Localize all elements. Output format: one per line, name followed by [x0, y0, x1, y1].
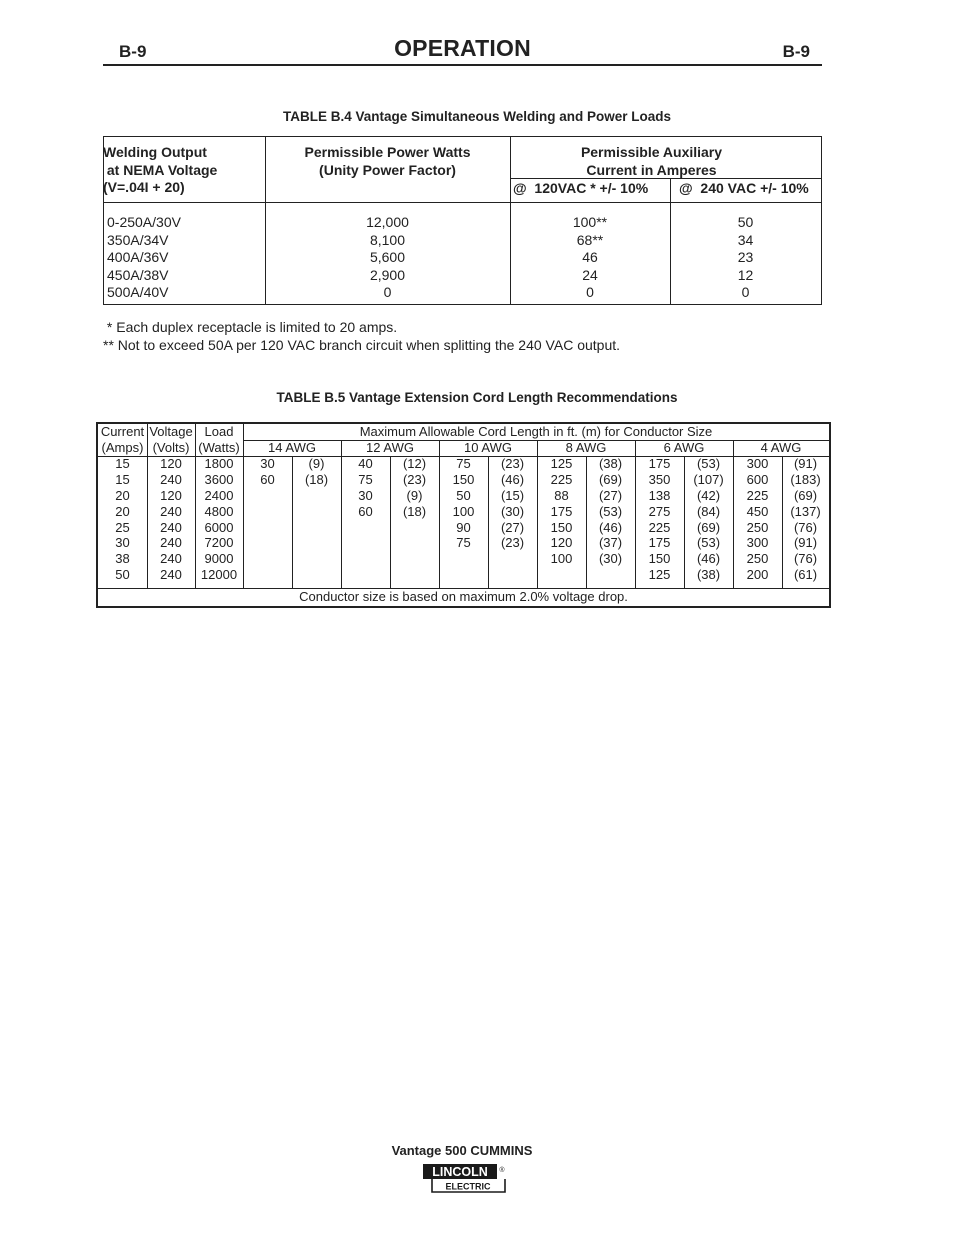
b4-col1-header-line: (V=.04I + 20)	[103, 179, 185, 195]
logo-registered-mark: ®	[499, 1167, 505, 1174]
b5-awg6-ft-column	[635, 456, 684, 583]
b5-awg8-ft-column	[537, 456, 586, 567]
logo-bottom-text: ELECTRIC	[445, 1181, 491, 1192]
table-cell: 225	[746, 487, 769, 503]
table-cell: 250	[746, 519, 769, 535]
table-cell: (84)	[696, 503, 721, 519]
b5-awg8-m-column	[586, 456, 635, 567]
table-cell: 50	[115, 567, 130, 583]
table-cell: 250	[746, 551, 769, 567]
section-title: OPERATION	[394, 35, 531, 61]
table-cell: 88	[554, 487, 569, 503]
table-cell: (69)	[598, 471, 623, 487]
table-cell: 15	[115, 456, 130, 471]
b5-awg10-ft-column	[439, 456, 488, 551]
b5-awg12-header: 12 AWG	[366, 440, 414, 455]
table-cell: 34	[737, 231, 754, 248]
table-cell: 150	[550, 519, 573, 535]
table-cell: 60	[260, 471, 275, 487]
table-cell: 225	[648, 519, 671, 535]
table-cell: 175	[550, 503, 573, 519]
table-cell: 50	[737, 214, 754, 230]
table-cell: 75	[456, 535, 471, 551]
note-line: * Each duplex receptacle is limited to 20 amps.	[103, 319, 398, 335]
table-cell: (27)	[500, 519, 525, 535]
table-cell: 8,100	[369, 231, 406, 248]
b5-awg12-ft-column	[341, 456, 390, 520]
table-cell: 40	[358, 456, 373, 471]
table-cell: 300	[746, 535, 769, 551]
page-header	[103, 36, 822, 66]
table-cell: (18)	[304, 471, 329, 487]
table-cell: 200	[746, 567, 769, 583]
table-cell: 100**	[572, 214, 608, 230]
table-cell: (37)	[598, 535, 623, 551]
table-cell: 20	[115, 503, 130, 519]
b5-load-column	[195, 456, 243, 583]
table-cell: (38)	[696, 567, 721, 583]
b5-awg4-header: 4 AWG	[760, 440, 802, 455]
table-cell: (42)	[696, 487, 721, 503]
table-cell: 23	[737, 249, 754, 266]
table-cell: 24	[582, 266, 598, 283]
table-cell: 240	[160, 535, 182, 551]
table-cell: 25	[115, 519, 130, 535]
header-line: Current	[100, 424, 145, 439]
b5-awg14-m-column	[292, 456, 341, 488]
table-cell: 2,900	[369, 266, 406, 283]
table-cell: (27)	[598, 487, 623, 503]
table-b4-notes	[103, 319, 620, 354]
table-cell: (12)	[402, 456, 427, 471]
table-cell: (15)	[500, 487, 525, 503]
page-number-right: B-9	[782, 42, 810, 61]
lincoln-electric-logo	[422, 1163, 508, 1194]
table-cell: 30	[260, 456, 275, 471]
table-cell: 150	[452, 471, 475, 487]
table-cell: (53)	[696, 456, 721, 471]
table-cell: 400A/36V	[107, 249, 169, 266]
b5-awg14-ft-column	[243, 456, 292, 488]
table-cell: (23)	[500, 456, 525, 471]
table-cell: (61)	[793, 567, 818, 583]
b4-col34-header	[510, 144, 793, 179]
table-cell: (9)	[406, 487, 423, 503]
table-b5-caption: TABLE B.5 Vantage Extension Cord Length Recommendations	[276, 390, 678, 405]
table-cell: (91)	[793, 535, 818, 551]
header-line: (Volts)	[152, 440, 190, 455]
table-cell: 5,600	[369, 249, 406, 266]
b5-awg4-m-column	[782, 456, 829, 583]
table-cell: 120	[160, 456, 182, 471]
table-cell: (69)	[696, 519, 721, 535]
b5-voltage-header	[147, 424, 195, 456]
table-cell: 125	[648, 567, 671, 583]
table-cell: 4800	[204, 503, 234, 519]
b5-awg8-header: 8 AWG	[565, 440, 607, 455]
table-cell: 150	[648, 551, 671, 567]
table-cell: 50	[456, 487, 471, 503]
table-cell: 600	[746, 471, 769, 487]
table-cell: (30)	[598, 551, 623, 567]
header-line: (Amps)	[101, 440, 144, 455]
table-cell: 3600	[204, 471, 234, 487]
table-cell: 68**	[576, 231, 604, 248]
b4-col1-header-line: at NEMA Voltage	[103, 161, 218, 178]
table-cell: 120	[550, 535, 573, 551]
note-line: ** Not to exceed 50A per 120 VAC branch circuit when splitting the 240 VAC output.	[103, 336, 621, 353]
table-cell: 350A/34V	[107, 231, 169, 248]
header-line: Load	[204, 424, 234, 439]
table-cell: 175	[648, 456, 671, 471]
table-cell: 20	[115, 487, 130, 503]
table-cell: 275	[648, 503, 671, 519]
table-cell: 125	[550, 456, 573, 471]
table-cell: 75	[358, 471, 373, 487]
table-cell: 7200	[204, 535, 234, 551]
table-cell: (183)	[790, 471, 821, 487]
table-b4-caption: TABLE B.4 Vantage Simultaneous Welding and Power Loads	[282, 109, 672, 124]
table-cell: (46)	[598, 519, 623, 535]
b4-col4-header: @ 240 VAC +/- 10%	[679, 180, 809, 196]
table-cell: 0-250A/30V	[107, 214, 181, 230]
b4-col34-header-line: Current in Amperes	[586, 161, 717, 178]
table-cell: 0	[586, 284, 594, 301]
b5-load-header	[195, 424, 243, 456]
table-cell: 46	[582, 249, 598, 266]
logo-top-text: LINCOLN	[432, 1165, 488, 1179]
table-cell: (38)	[598, 456, 623, 471]
table-cell: 450	[746, 503, 769, 519]
b4-col1-header	[103, 144, 217, 197]
table-b4	[103, 136, 822, 305]
b5-current-header	[98, 424, 147, 456]
table-cell: 2400	[204, 487, 234, 503]
header-line: (Watts)	[198, 440, 240, 455]
table-cell: 240	[160, 503, 182, 519]
table-cell: (137)	[790, 503, 821, 519]
table-cell: (46)	[696, 551, 721, 567]
b4-current-240-column	[670, 214, 821, 302]
b5-awg12-m-column	[390, 456, 439, 520]
table-b5	[96, 422, 831, 608]
table-cell: 1800	[204, 456, 234, 471]
table-cell: 100	[452, 503, 475, 519]
page-number-left: B-9	[119, 42, 147, 61]
table-cell: (46)	[500, 471, 525, 487]
b4-current-120-column	[510, 214, 670, 302]
table-cell: 6000	[204, 519, 234, 535]
b5-current-column	[98, 456, 147, 583]
table-cell: (23)	[500, 535, 525, 551]
table-cell: 12000	[200, 567, 238, 583]
b5-span-header: Maximum Allowable Cord Length in ft. (m) for Conductor Size	[359, 424, 713, 439]
b4-col2-header	[265, 144, 510, 179]
table-cell: 38	[115, 551, 130, 567]
table-cell: 240	[160, 519, 182, 535]
table-cell: 30	[115, 535, 130, 551]
b5-voltage-column	[147, 456, 195, 583]
table-cell: 9000	[204, 551, 234, 567]
b5-awg6-m-column	[684, 456, 733, 583]
table-cell: (53)	[696, 535, 721, 551]
b5-awg10-header: 10 AWG	[464, 440, 512, 455]
b4-col2-header-line: (Unity Power Factor)	[319, 161, 456, 178]
table-cell: (107)	[693, 471, 724, 487]
b5-awg6-header: 6 AWG	[663, 440, 705, 455]
b5-footnote: Conductor size is based on maximum 2.0% voltage drop.	[299, 589, 628, 604]
table-cell: (76)	[793, 519, 818, 535]
table-cell: (69)	[793, 487, 818, 503]
table-cell: 12,000	[366, 214, 409, 230]
table-cell: (53)	[598, 503, 623, 519]
table-cell: 300	[746, 456, 769, 471]
header-line: Voltage	[149, 424, 193, 439]
b4-col2-header-line: Permissible Power Watts	[304, 144, 471, 160]
table-cell: 0	[741, 284, 750, 301]
table-cell: (76)	[793, 551, 818, 567]
b4-power-watts-column	[265, 214, 510, 302]
table-cell: 175	[648, 535, 671, 551]
table-cell: 90	[456, 519, 471, 535]
table-cell: 60	[358, 503, 373, 519]
table-cell: 240	[160, 551, 182, 567]
table-cell: 350	[648, 471, 671, 487]
table-cell: 100	[550, 551, 573, 567]
b5-awg14-header: 14 AWG	[268, 440, 316, 455]
table-cell: (9)	[308, 456, 325, 471]
table-cell: 225	[550, 471, 573, 487]
table-cell: 0	[383, 284, 392, 301]
table-cell: 15	[115, 471, 130, 487]
table-cell: 120	[160, 487, 182, 503]
b4-col34-header-line: Permissible Auxiliary	[580, 144, 723, 160]
table-cell: 500A/40V	[107, 284, 169, 301]
b5-awg10-m-column	[488, 456, 537, 551]
table-cell: (91)	[793, 456, 818, 471]
table-cell: 240	[160, 471, 182, 487]
table-cell: 240	[160, 567, 182, 583]
table-cell: (23)	[402, 471, 427, 487]
table-cell: (30)	[500, 503, 525, 519]
table-cell: 75	[456, 456, 471, 471]
table-cell: 30	[358, 487, 373, 503]
b4-col3-header: @ 120VAC * +/- 10%	[513, 180, 649, 196]
b5-awg4-ft-column	[733, 456, 782, 583]
b4-welding-output-column	[107, 214, 181, 302]
table-cell: 450A/38V	[107, 266, 169, 283]
table-cell: 138	[648, 487, 671, 503]
table-cell: 12	[737, 266, 754, 283]
b4-col1-header-line: Welding Output	[103, 144, 207, 160]
footer-model: Vantage 500 CUMMINS	[391, 1143, 533, 1158]
table-cell: (18)	[402, 503, 427, 519]
